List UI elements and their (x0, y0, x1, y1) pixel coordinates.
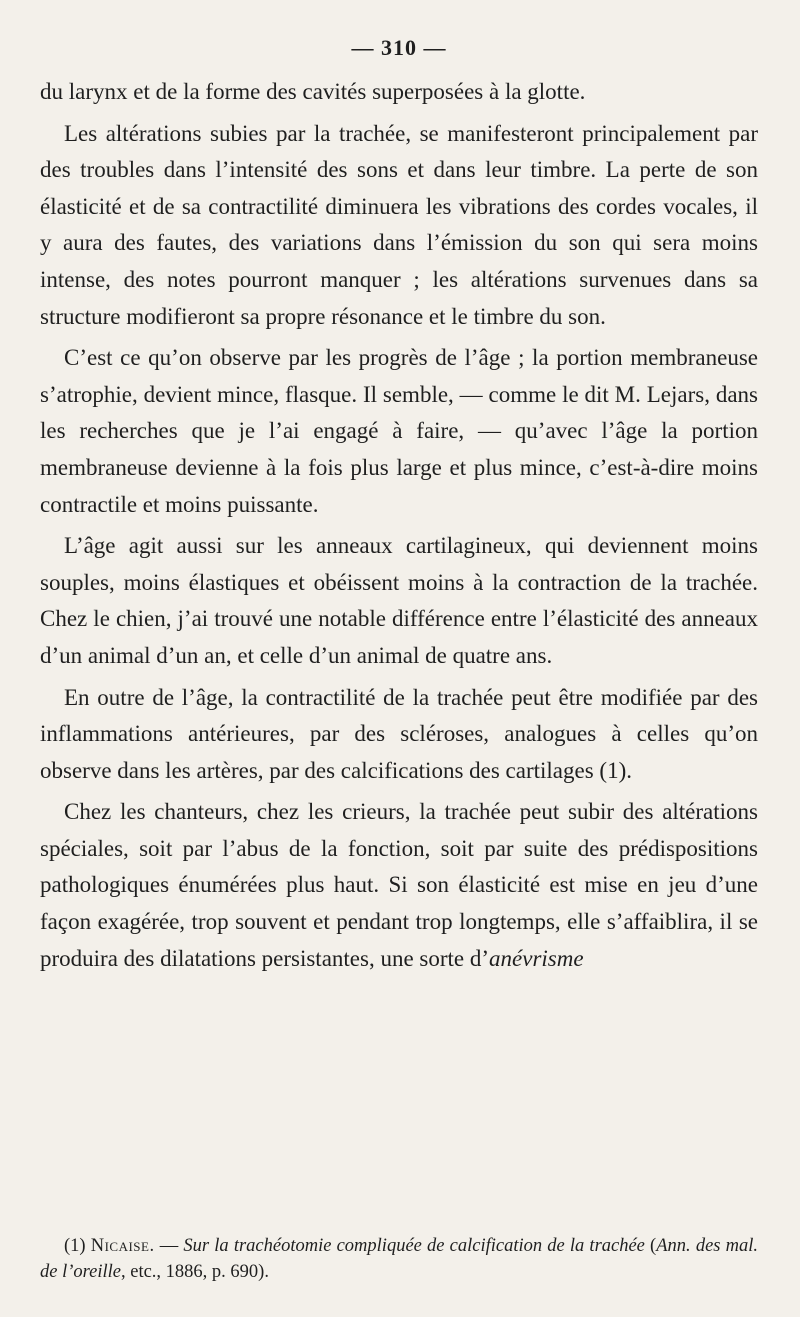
footnote (40, 1233, 758, 1285)
footnote-journal: Ann. des mal. de l’oreille (40, 1236, 759, 1282)
page-number: — 310 — (351, 35, 447, 60)
paragraph-contractility: En outre de l’âge, la contractilité de la trachée peut être modifiée par des inflammations antérieures, par des scléroses, analogues à celles qu’on observe dans les artères, par des calcifications des cartilages (1). (40, 684, 758, 783)
footnote-marker: (1) (64, 1236, 86, 1256)
footnote-ref-close: , etc., 1886, p. 690). (121, 1262, 269, 1282)
body-text (40, 74, 758, 977)
paragraph-singers-emphasis: anévrisme (489, 945, 584, 971)
paragraph-age-effects: C’est ce qu’on observe par les progrès de l’âge ; la portion membraneuse s’atrophie, devient mince, flasque. Il semble, — comme le dit M. Lejars, dans les recherches que je l’ai engagé à faire, — qu’avec l’âge la portion membraneuse devienne à la fois plus large et plus mince, c’est-à-dire moins contractile et moins puissante. (40, 345, 758, 517)
paragraph-singers (40, 794, 758, 977)
paragraph-cartilage-rings: L’âge agit aussi sur les anneaux cartilagineux, qui deviennent moins souples, moins élastiques et obéissent moins à la contraction de la trachée. Chez le chien, j’ai trouvé une notable différence entre l’élasticité des anneaux d’un animal d’un an, et celle d’un animal de quatre ans. (40, 533, 758, 668)
paragraph-continuation: du larynx et de la forme des cavités superposées à la glotte. (40, 79, 586, 104)
footnote-dash: — (154, 1236, 184, 1256)
paragraph-singers-text: Chez les chanteurs, chez les crieurs, la trachée peut subir des altérations spéciales, soit par l’abus de la fonction, soit par suite des prédispositions pathologiques énumérées plus haut. Si son élasticité est mise en jeu d’une façon exagérée, trop souvent et pendant trop longtemps, elle s’affaiblira, il se produira des dilatations persistantes, une sorte d’ (40, 799, 758, 971)
footnote-title: Sur la trachéotomie compliquée de calcification de la trachée (183, 1236, 645, 1256)
paragraph-trachea-alterations: Les altérations subies par la trachée, se manifesteront principalement par des troubles dans l’intensité des sons et dans leur timbre. La perte de son élasticité et de sa contractilité diminuera les vibrations des cordes vocales, il y aura des fautes, des variations dans l’émission du son qui sera moins intense, des notes pourront manquer ; les altérations survenues dans sa structure modifieront sa propre résonance et le timbre du son. (40, 120, 758, 329)
footnote-ref-open: ( (644, 1236, 657, 1256)
footnote-author: Nicaise. (90, 1236, 155, 1256)
